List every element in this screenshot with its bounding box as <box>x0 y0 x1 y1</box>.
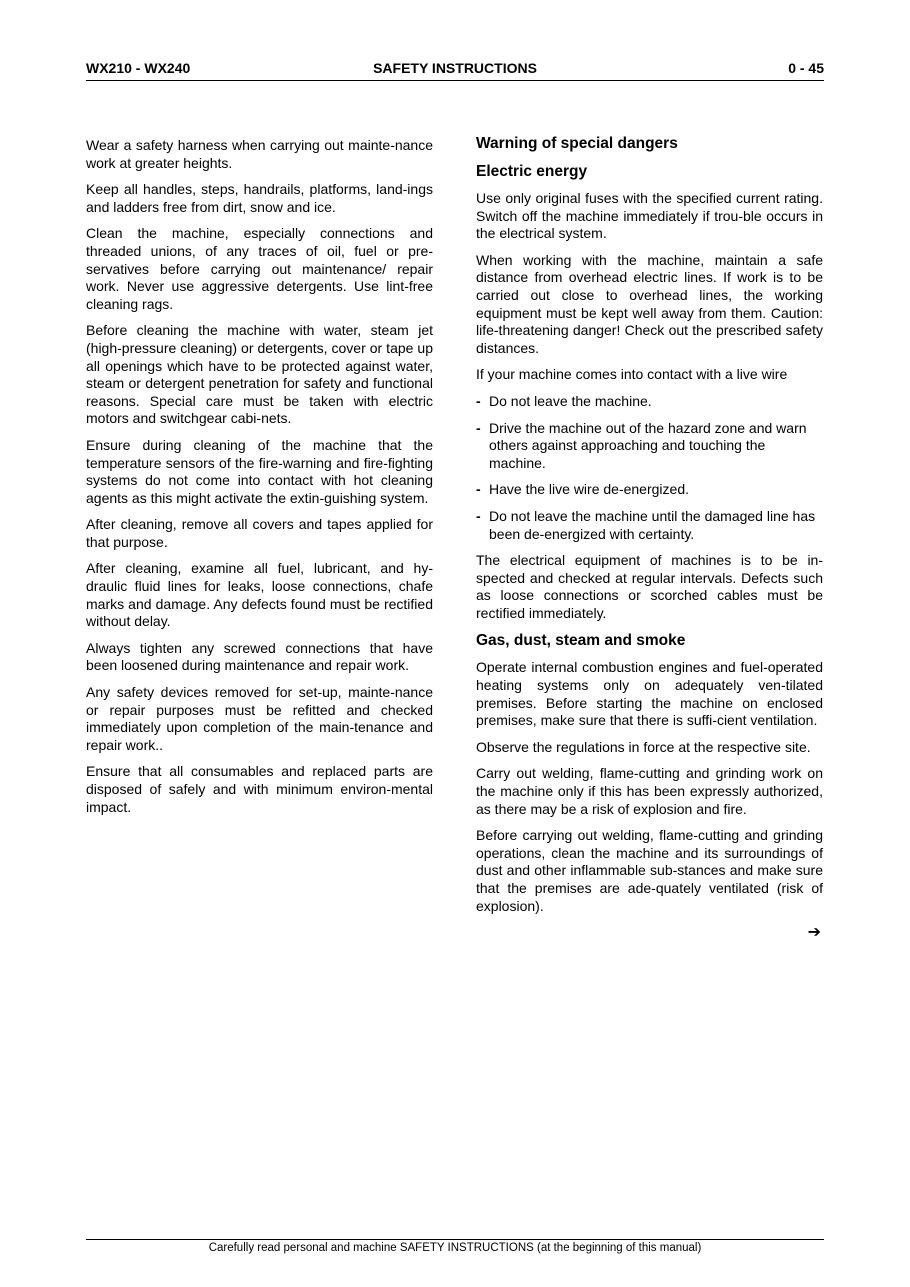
footer-divider <box>86 1239 824 1240</box>
gas-dust-heading: Gas, dust, steam and smoke <box>476 632 686 650</box>
section-heading: Warning of special dangers <box>476 135 678 152</box>
dash-bullet: - <box>476 392 481 409</box>
paragraph: Use only original fuses with the specified current rating. Switch off the machine immediately if trou-ble occurs in the electrical system. <box>476 190 823 242</box>
dash-bullet: - <box>476 481 481 498</box>
paragraph: Before carrying out welding, flame-cutting and grinding operations, clean the machine and its surroundings of dust and other inflammable sub-stances and make sure that the premises are ade-quately ventilated (risk of explosion). <box>476 827 823 914</box>
left-column <box>86 137 433 825</box>
paragraph: After cleaning, remove all covers and tapes applied for that purpose. <box>86 516 433 550</box>
paragraph: Clean the machine, especially connections and threaded unions, of any traces of oil, fuel or pre-servatives before carrying out maintenance/ repair work. Never use aggressive detergents. Use lint-free cleaning rags. <box>86 225 433 312</box>
header-model: WX210 - WX240 <box>86 60 191 76</box>
paragraph: Operate internal combustion engines and fuel-operated heating systems only on adequately ven-tilated premises. Before starting the machine on enclosed premises, make sure that there is suffi-cient ventilation. <box>476 659 823 729</box>
paragraph: Observe the regulations in force at the respective site. <box>476 738 811 755</box>
dash-bullet: - <box>476 507 481 524</box>
paragraph: Always tighten any screwed connections that have been loosened during maintenance and repair work. <box>86 639 433 674</box>
list-item: - Have the live wire de-energized. <box>476 481 689 498</box>
continue-arrow-icon: ➔ <box>807 924 821 942</box>
paragraph: After cleaning, examine all fuel, lubricant, and hy-draulic fluid lines for leaks, loose connections, chafe marks and damage. Any defects found must be rectified without delay. <box>86 560 433 630</box>
list-item: - Drive the machine out of the hazard zone and warn others against approaching and touching the machine. <box>476 419 807 471</box>
header-page-number: 0 - 45 <box>788 60 824 76</box>
paragraph: Carry out welding, flame-cutting and grinding work on the machine only if this has been expressly authorized, as there may be a risk of explosion and fire. <box>476 765 823 817</box>
live-wire-list <box>476 393 823 543</box>
paragraph: The electrical equipment of machines is to be in-spected and checked at regular intervals. Defects such as loose connections or scorched cables must be rectified immediately. <box>476 552 823 621</box>
page-header <box>86 58 824 81</box>
electric-energy-heading: Electric energy <box>476 163 588 180</box>
header-section: SAFETY INSTRUCTIONS <box>373 60 537 76</box>
page-footer: Carefully read personal and machine SAFETY INSTRUCTIONS (at the beginning of this manual) <box>208 1242 702 1254</box>
list-item: - Do not leave the machine. <box>476 392 652 409</box>
list-item: - Do not leave the machine until the damaged line has been de-energized with certainty. <box>476 507 816 542</box>
paragraph: When working with the machine, maintain a safe distance from overhead electric lines. If work is to be carried out close to overhead lines, the working equipment must be kept well away from them. Caution: life-threatening danger! Check out the prescribed safety distances. <box>476 251 823 356</box>
dash-bullet: - <box>476 419 481 436</box>
paragraph: Before cleaning the machine with water, steam jet (high-pressure cleaning) or detergents, cover or tape up all openings which have to be protected against water, steam or detergent penetration for safety and functional reasons. Special care must be taken with electric motors and switchgear cabi-nets. <box>86 322 433 427</box>
paragraph: Wear a safety harness when carrying out mainte-nance work at greater heights. <box>86 137 433 171</box>
paragraph: Ensure during cleaning of the machine that the temperature sensors of the fire-warning and fire-fighting systems do not come into contact with hot cleaning agents as this might activate the extin-guishing system. <box>86 436 433 506</box>
right-column <box>476 134 823 942</box>
paragraph: Keep all handles, steps, handrails, platforms, land-ings and ladders free from dirt, snow and ice. <box>86 181 433 215</box>
paragraph: Any safety devices removed for set-up, mainte-nance or repair purposes must be refitted and checked immediately upon completion of the main-tenance and repair work.. <box>86 684 433 753</box>
paragraph: Ensure that all consumables and replaced parts are disposed of safely and with minimum environ-mental impact. <box>86 763 433 815</box>
paragraph: If your machine comes into contact with a live wire <box>476 366 788 383</box>
